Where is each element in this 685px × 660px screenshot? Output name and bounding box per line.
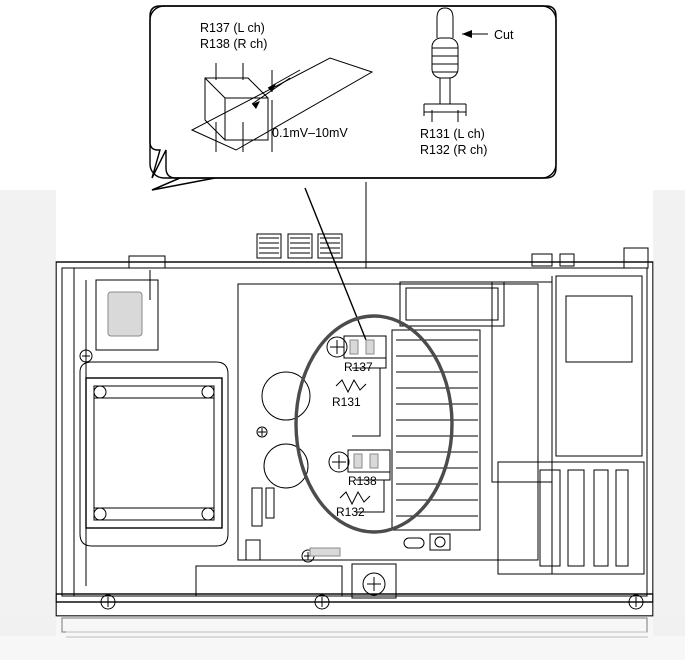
left-detail-label-0: R137 (L ch) [200,21,265,35]
cut-label: Cut [494,28,514,42]
label-r137: R137 [344,360,373,374]
callout-leader-line [305,182,366,340]
right-detail-drawing [420,8,514,157]
measurement-label: 0.1mV–10mV [272,126,348,140]
rear-connector-fins [257,234,342,258]
label-r132: R132 [336,505,365,519]
component-r131-group [332,368,380,436]
left-detail-label-1: R138 (R ch) [200,37,268,51]
component-r137-group [327,336,386,374]
chassis-drawing [56,234,653,637]
right-detail-label-0: R131 (L ch) [420,127,485,141]
right-detail-label-1: R132 (R ch) [420,143,488,157]
left-detail-drawing [192,21,372,152]
component-r138-group [329,450,390,488]
label-r131: R131 [332,395,361,409]
label-r138: R138 [348,474,377,488]
